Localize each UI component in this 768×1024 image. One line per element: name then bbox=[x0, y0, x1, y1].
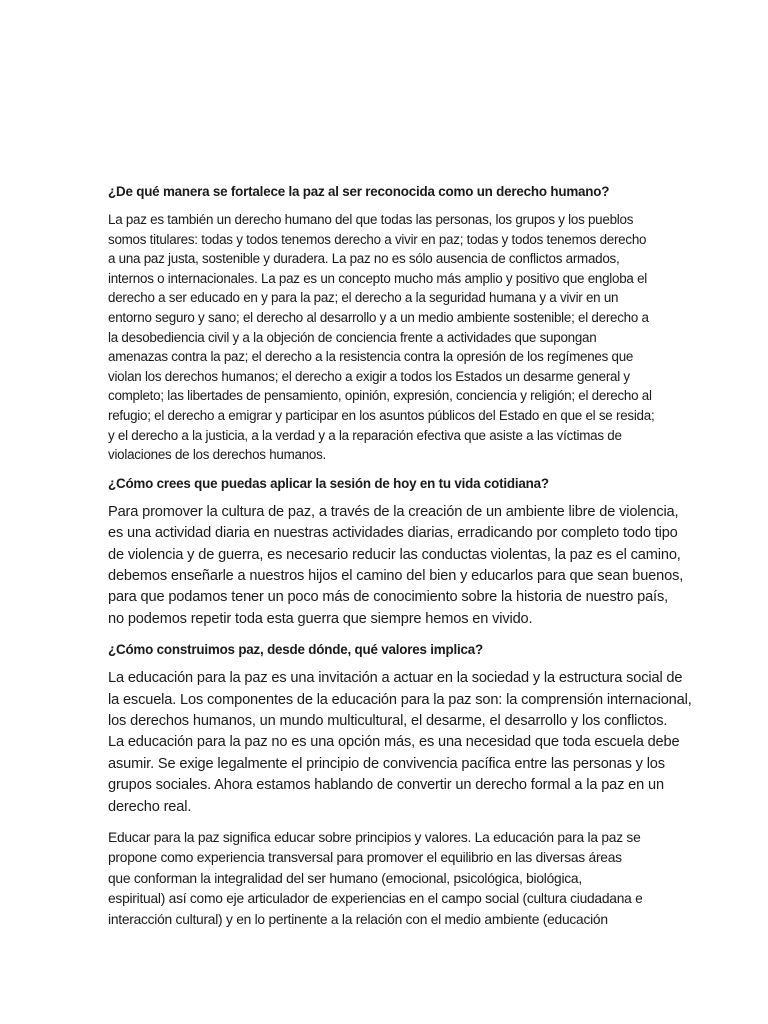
paragraph-line: que conforman la integralidad del ser humano (emocional, psicológica, biológica, bbox=[108, 870, 582, 886]
paragraph-line: es una actividad diaria en nuestras actividades diarias, erradicando por completo todo tipo bbox=[108, 525, 678, 542]
paragraph-line: violaciones de los derechos humanos. bbox=[108, 447, 327, 463]
paragraph-line: a una paz justa, sostenible y duradera. La paz no es sólo ausencia de conflictos armados, bbox=[108, 251, 620, 267]
paragraph-line: la escuela. Los componentes de la educación para la paz son: la comprensión internacional, bbox=[108, 691, 692, 708]
paragraph-line: La educación para la paz no es una opción más, es una necesidad que toda escuela debe bbox=[108, 734, 680, 751]
section-question: ¿De qué manera se fortalece la paz al ser reconocida como un derecho humano? bbox=[108, 184, 610, 199]
paragraph-line: espiritual) así como eje articulador de experiencias en el campo social (cultura ciudadana e bbox=[108, 891, 643, 907]
paragraph-line: de violencia y de guerra, es necesario reducir las conductas violentas, la paz es el camino, bbox=[108, 546, 681, 563]
paragraph-line: y el derecho a la justicia, a la verdad y a la reparación efectiva que asiste a las víctimas de bbox=[108, 427, 622, 443]
paragraph-line: no podemos repetir toda esta guerra que siempre hemos en vivido. bbox=[108, 610, 533, 627]
paragraph-line: Para promover la cultura de paz, a través de la creación de un ambiente libre de violencia, bbox=[108, 503, 679, 520]
paragraph-line: interacción cultural) y en lo pertinente a la relación con el medio ambiente (educación bbox=[108, 911, 608, 927]
paragraph-line: completo; las libertades de pensamiento, opinión, expresión, conciencia y religión; el derecho al bbox=[108, 388, 652, 404]
paragraph-line: derecho a ser educado en y para la paz; el derecho a la seguridad humana y a vivir en un bbox=[108, 290, 619, 306]
paragraph-line: amenazas contra la paz; el derecho a la resistencia contra la opresión de los regímenes que bbox=[108, 349, 634, 365]
paragraph-line: entorno seguro y sano; el derecho al desarrollo y a un medio ambiente sostenible; el derecho a bbox=[108, 309, 649, 325]
paragraph-line: violan los derechos humanos; el derecho a exigir a todos los Estados un desarme general y bbox=[108, 368, 630, 384]
paragraph-line: La paz es también un derecho humano del que todas las personas, los grupos y los pueblos bbox=[108, 212, 634, 227]
paragraph-line: debemos enseñarle a nuestros hijos el camino del bien y educarlos para que sean buenos, bbox=[108, 567, 684, 584]
section-paragraph bbox=[108, 210, 664, 465]
paragraph-line: la desobediencia civil y a la objeción de conciencia frente a actividades que supongan bbox=[108, 329, 597, 345]
paragraph-line: para que podamos tener un poco más de conocimiento sobre la historia de nuestro país, bbox=[108, 589, 668, 606]
paragraph-line: asumir. Se exige legalmente el principio de convivencia pacífica entre las personas y los bbox=[108, 755, 665, 772]
paragraph-line: grupos sociales. Ahora estamos hablando de convertir un derecho formal a la paz en un bbox=[108, 777, 664, 794]
paragraph-line: La educación para la paz es una invitación a actuar en la sociedad y la estructura social de bbox=[108, 670, 683, 687]
section-question: ¿Cómo crees que puedas aplicar la sesión de hoy en tu vida cotidiana? bbox=[108, 475, 549, 491]
section-paragraph bbox=[108, 668, 692, 818]
section-paragraph bbox=[108, 502, 684, 630]
paragraph-line: refugio; el derecho a emigrar y participar en los asuntos públicos del Estado en que el se resida; bbox=[108, 407, 655, 423]
section-question: ¿Cómo construimos paz, desde dónde, qué valores implica? bbox=[108, 642, 483, 658]
paragraph-line: somos titulares: todas y todos tenemos derecho a vivir en paz; todas y todos tenemos derecho bbox=[108, 231, 647, 247]
paragraph-line: derecho real. bbox=[108, 798, 192, 815]
document-page bbox=[108, 182, 692, 939]
paragraph-line: propone como experiencia transversal para promover el equilibrio en las diversas áreas bbox=[108, 850, 622, 866]
paragraph-line: los derechos humanos, un mundo multicultural, el desarme, el desarrollo y los conflictos. bbox=[108, 712, 668, 729]
paragraph-line: internos o internacionales. La paz es un concepto mucho más amplio y positivo que engloba el bbox=[108, 270, 648, 286]
paragraph-line: Educar para la paz significa educar sobre principios y valores. La educación para la paz se bbox=[108, 830, 641, 845]
section-paragraph bbox=[108, 828, 664, 930]
